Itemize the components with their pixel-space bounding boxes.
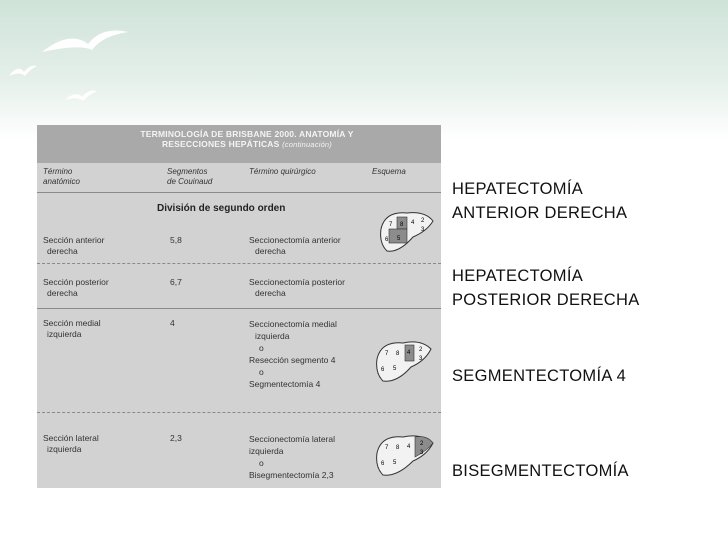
header-quirurgico: Término quirúrgico — [249, 167, 316, 176]
row4-surgical: Seccionectomía lateral izquierda o Bisegmentectomía 2,3 — [249, 434, 335, 480]
brisbane-terminology-table — [37, 125, 441, 488]
liver-label: 5 — [397, 236, 401, 242]
bird-small-icon — [8, 62, 38, 80]
row4-term: Sección lateral izquierda — [43, 433, 99, 454]
header-esquema: Esquema — [372, 167, 406, 176]
liver-label: 3 — [420, 450, 424, 456]
row2-segments: 6,7 — [170, 277, 182, 287]
divider — [37, 412, 441, 414]
label-segmentectomia: SEGMENTECTOMÍA 4 — [452, 367, 627, 385]
row1-term: Sección anterior derecha — [43, 235, 105, 256]
label-hepatectomia-posterior: HEPATECTOMÍA POSTERIOR DERECHA — [452, 267, 640, 309]
liver-label: 6 — [381, 461, 385, 467]
header-segmentos: Segmentos de Couinaud — [167, 167, 213, 186]
row3-segments: 4 — [170, 318, 175, 328]
liver-label: 8 — [396, 351, 400, 357]
liver-label: 2 — [420, 441, 424, 447]
label-bisegmentectomia: BISEGMENTECTOMÍA — [452, 462, 629, 480]
liver-label: 7 — [385, 351, 389, 357]
liver-label: 4 — [407, 444, 411, 450]
liver-diagram-icon — [373, 429, 435, 479]
liver-label: 7 — [385, 445, 389, 451]
liver-diagram-icon — [373, 335, 433, 385]
row2-term: Sección posterior derecha — [43, 277, 109, 298]
liver-label: 8 — [396, 445, 400, 451]
label-hepatectomia-anterior: HEPATECTOMÍA ANTERIOR DERECHA — [452, 180, 628, 222]
liver-label: 2 — [421, 218, 425, 224]
liver-label: 2 — [419, 347, 423, 353]
bird-small-icon — [64, 88, 98, 104]
row2-surgical: Seccionectomía posterior derecha — [249, 277, 345, 298]
liver-label: 3 — [421, 227, 425, 233]
row3-surgical: Seccionectomía medial izquierda o Resección segmento 4 o Segmentectomía 4 — [249, 319, 337, 389]
divider — [37, 192, 441, 193]
liver-label: 6 — [385, 237, 389, 243]
liver-label: 4 — [407, 350, 411, 356]
table-title: TERMINOLOGÍA DE BRISBANE 2000. ANATOMÍA Y RESECCIONES HEPÁTICAS (continuación) — [140, 129, 354, 149]
liver-label: 5 — [393, 460, 397, 466]
divider — [37, 308, 441, 309]
liver-label: 6 — [381, 367, 385, 373]
liver-label: 7 — [389, 222, 393, 228]
sky-background — [0, 0, 728, 140]
subheading: División de segundo orden — [157, 203, 286, 214]
liver-label: 4 — [411, 220, 415, 226]
row1-segments: 5,8 — [170, 235, 182, 245]
liver-label: 8 — [400, 222, 404, 228]
row3-term: Sección medial izquierda — [43, 318, 101, 339]
row1-surgical: Seccionectomía anterior derecha — [249, 235, 341, 256]
divider — [37, 263, 441, 265]
bird-large-icon — [40, 22, 130, 62]
row4-segments: 2,3 — [170, 433, 182, 443]
liver-diagram-icon — [377, 207, 435, 257]
liver-label: 3 — [419, 356, 423, 362]
liver-label: 5 — [393, 366, 397, 372]
header-termino: Término anatómico — [43, 167, 80, 186]
